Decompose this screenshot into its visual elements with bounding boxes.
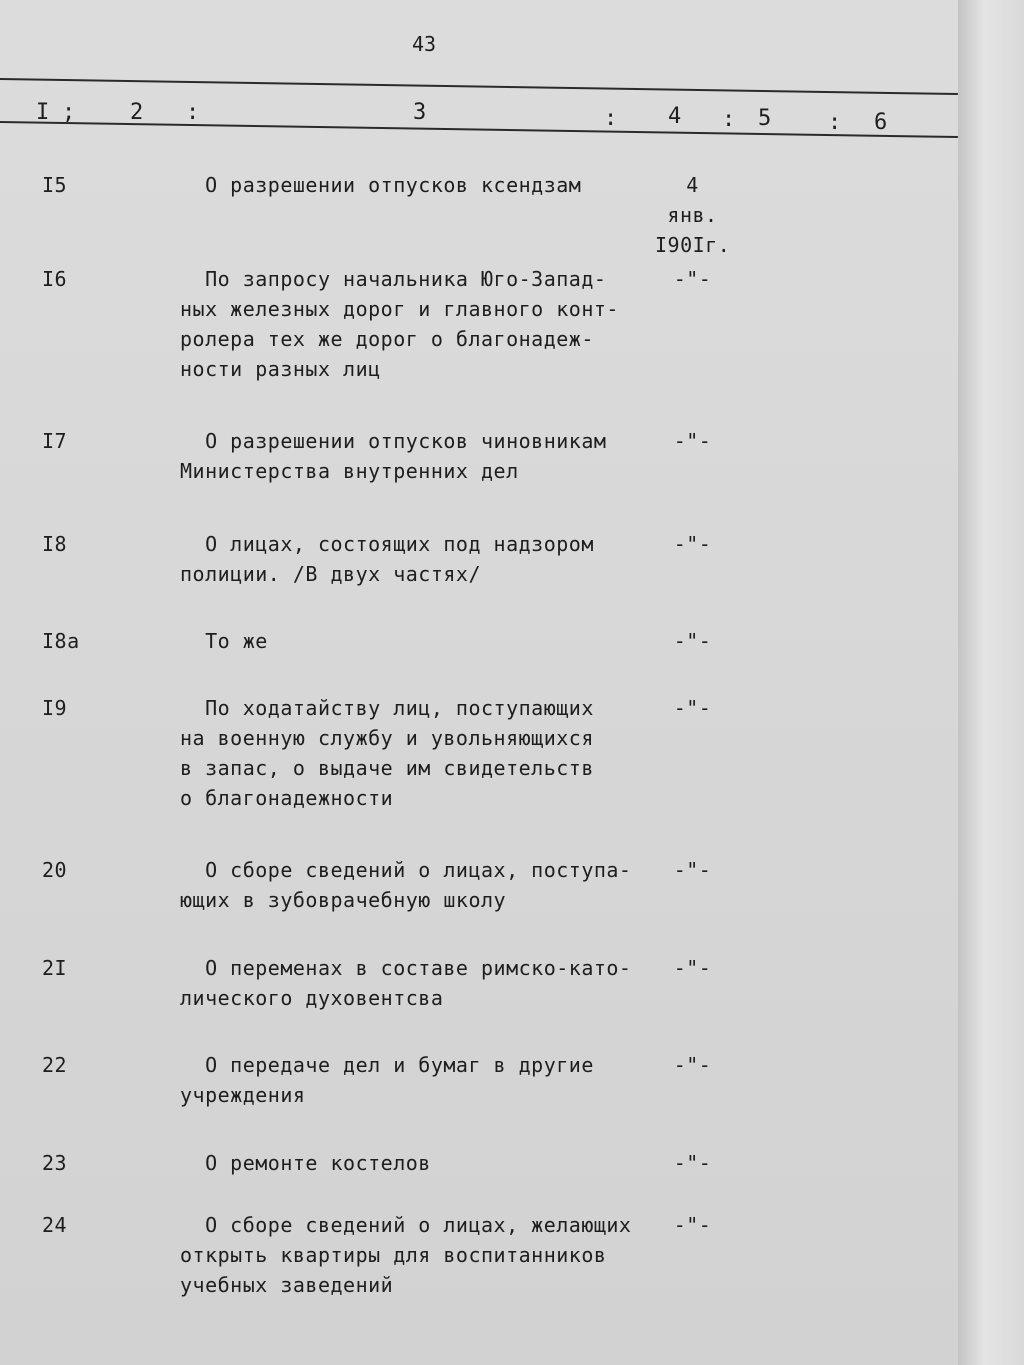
title-line: О передаче дел и бумаг в другие [180, 1053, 594, 1077]
row-date [655, 693, 730, 723]
title-line: ных железных дорог и главного конт- [180, 297, 619, 321]
row-number: I8а [42, 629, 80, 653]
date-line: -"- [673, 696, 712, 720]
date-line: -"- [673, 858, 712, 882]
title-line: открыть квартиры для воспитанников [180, 1243, 607, 1267]
date-line: -"- [673, 1151, 712, 1175]
row-number: 2I [42, 956, 68, 980]
col-1: I [36, 100, 50, 125]
row-title [180, 1050, 660, 1110]
title-line: О сборе сведений о лицах, желающих [180, 1213, 632, 1237]
row-title [180, 1210, 660, 1300]
row-title [180, 264, 660, 384]
date-line: 4 янв. [667, 173, 718, 227]
date-line: -"- [673, 956, 712, 980]
col-sep: ; [62, 100, 76, 125]
row-date [655, 1148, 730, 1178]
row-number: I5 [42, 173, 68, 197]
row-title [180, 855, 660, 915]
date-line: -"- [673, 1053, 712, 1077]
row-title [180, 693, 660, 813]
title-line: о благонадежности [180, 786, 394, 810]
row-date [655, 855, 730, 885]
title-line: То же [180, 629, 268, 653]
title-line: О лицах, состоящих под надзором [180, 532, 594, 556]
row-date [655, 626, 730, 656]
row-number: I6 [42, 267, 68, 291]
title-line: учреждения [180, 1083, 306, 1107]
title-line: По запросу начальника Юго-Запад- [180, 267, 607, 291]
row-number: 20 [42, 858, 68, 882]
page-number: 43 [412, 32, 437, 56]
date-line: -"- [673, 429, 712, 453]
row-title [180, 1148, 660, 1178]
col-4: 4 [668, 104, 682, 129]
date-line: -"- [673, 267, 712, 291]
row-number: I8 [42, 532, 68, 556]
title-line: учебных заведений [180, 1273, 394, 1297]
row-title [180, 426, 660, 486]
row-number: I9 [42, 696, 68, 720]
row-number: I7 [42, 429, 68, 453]
title-line: лического духовентсва [180, 986, 444, 1010]
row-date [655, 264, 730, 294]
page-edge [958, 0, 1024, 1365]
row-title [180, 626, 660, 656]
row-date [655, 1050, 730, 1080]
col-sep: : [604, 106, 618, 131]
row-number: 24 [42, 1213, 68, 1237]
row-date [655, 529, 730, 559]
title-line: О ремонте костелов [180, 1151, 431, 1175]
row-number: 23 [42, 1151, 68, 1175]
title-line: ности разных лиц [180, 357, 381, 381]
col-sep: : [722, 107, 736, 132]
date-line: -"- [673, 629, 712, 653]
date-line: I90Iг. [655, 233, 731, 257]
col-2: 2 [130, 100, 144, 125]
col-sep: : [186, 100, 200, 125]
row-title [180, 953, 660, 1013]
title-line: По ходатайству лиц, поступающих [180, 696, 594, 720]
title-line: О разрешении отпусков чиновникам [180, 429, 607, 453]
date-line: -"- [673, 1213, 712, 1237]
row-date [655, 953, 730, 983]
row-date [655, 426, 730, 456]
title-line: на военную службу и увольняющихся [180, 726, 594, 750]
row-date [655, 170, 730, 260]
row-title [180, 170, 660, 200]
row-number: 22 [42, 1053, 68, 1077]
col-6: 6 [874, 110, 888, 135]
title-line: ролера тех же дорог о благонадеж- [180, 327, 594, 351]
col-3: 3 [413, 100, 427, 125]
row-date [655, 1210, 730, 1240]
col-sep: : [828, 110, 842, 135]
title-line: О разрешении отпусков ксендзам [180, 173, 582, 197]
title-line: в запас, о выдаче им свидетельств [180, 756, 594, 780]
title-line: Министерства внутренних дел [180, 459, 519, 483]
date-line: -"- [673, 532, 712, 556]
title-line: ющих в зубоврачебную школу [180, 888, 507, 912]
title-line: О переменах в составе римско-като- [180, 956, 632, 980]
title-line: полиции. /В двух частях/ [180, 562, 481, 586]
col-5: 5 [758, 106, 772, 131]
row-title [180, 529, 660, 589]
title-line: О сборе сведений о лицах, поступа- [180, 858, 632, 882]
